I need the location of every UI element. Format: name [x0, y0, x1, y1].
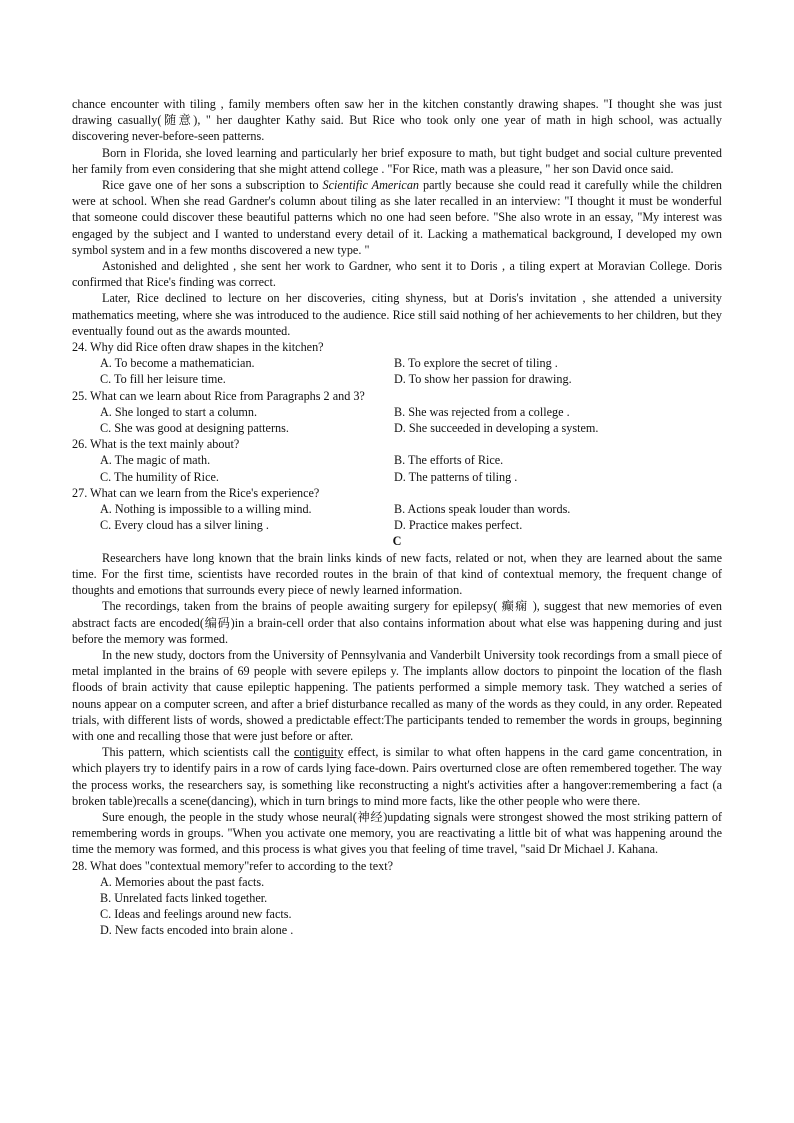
option-d: D. New facts encoded into brain alone . [100, 923, 294, 938]
question-stem: 24. Why did Rice often draw shapes in the kitchen? [72, 340, 324, 355]
passage-b-paragraph-4: Astonished and delighted , she sent her work to Gardner, who sent it to Doris , a tiling expert at Moravian College. Doris confirmed that Rice's finding was correct. [72, 259, 722, 290]
option-a: A. Nothing is impossible to a willing mind. [100, 502, 312, 517]
question-24 [72, 339, 722, 388]
option-d: D. She succeeded in developing a system. [394, 421, 599, 436]
question-stem: 25. What can we learn about Rice from Paragraphs 2 and 3? [72, 388, 365, 403]
option-a: A. She longed to start a column. [100, 404, 258, 419]
option-b: B. To explore the secret of tiling . [394, 356, 558, 371]
passage-c-paragraph-1: Researchers have long known that the brain links kinds of new facts, related or not, when they are learned about the same time. For the first time, scientists have recorded routes in the brain of that kind of contextual memory, the frequent change of thoughts and emotions that surrounds every piece of newly learned information. [72, 550, 722, 598]
option-b: B. Unrelated facts linked together. [100, 890, 268, 905]
section-c-heading: C [392, 534, 402, 549]
option-a: A. Memories about the past facts. [100, 874, 265, 889]
passage-c-paragraph-4 [72, 744, 722, 809]
option-c: C. Every cloud has a silver lining . [100, 518, 269, 533]
paragraph-text: effect, is similar to what often happens in the card game concentration, in which players try to identify pairs in a row of cards lying face-down. Pairs overturned close are often remembered together. The way the process works, the researchers say, is something like reconstructing a night's activities after a hangover:remembering a fact (a broken table)recalls a scene(dancing), which in turn brings to mind more facts, like the other people who were there. [72, 745, 722, 808]
option-b: B. She was rejected from a college . [394, 404, 570, 419]
option-d: D. Practice makes perfect. [394, 518, 523, 533]
exam-page [72, 96, 722, 939]
option-a: A. To become a mathematician. [100, 356, 255, 371]
passage-c-paragraph-2: The recordings, taken from the brains of people awaiting surgery for epilepsy( 癫痫 ), suggest that new memories of even abstract facts are encoded(编码)in a brain-cell order that also contains information about what else was happening during and just before the memory was formed. [72, 599, 722, 646]
question-27 [72, 485, 722, 534]
question-28 [72, 858, 722, 939]
passage-b-paragraph-1: chance encounter with tiling , family members often saw her in the kitchen constantly drawing shapes. "I thought she was just drawing casually(随意), " her daughter Kathy said. But Rice who took only one year of math in high school, was actually discovering never-before-seen patterns. [72, 97, 722, 144]
question-stem: 27. What can we learn from the Rice's experience? [72, 485, 320, 500]
question-26 [72, 436, 722, 485]
paragraph-text: This pattern, which scientists call the [102, 745, 294, 760]
passage-c-paragraph-3: In the new study, doctors from the University of Pennsylvania and Vanderbilt University took recordings from a small piece of metal implanted in the brains of 69 people with severe epileps y. The implants allow doctors to pinpoint the location of the flash floods of brain activity that cause epileptic happening. The patients performed a simple memory task. They watched a series of nouns appear on a computer screen, and after a brief disturbance recalled as many of the words as they could, in any order. Repeated trials, with different lists of words, showed a predictable effect:The participants tended to remember the words in groups, beginning with one and recalling those that were just before or after. [72, 647, 722, 743]
passage-b-paragraph-3 [72, 177, 722, 258]
question-stem: 28. What does "contextual memory"refer to according to the text? [72, 858, 394, 873]
option-c: C. She was good at designing patterns. [100, 421, 289, 436]
passage-b-paragraph-5: Later, Rice declined to lecture on her discoveries, citing shyness, but at Doris's invitation , she attended a university mathematics meeting, where she was introduced to the audience. Rice still said nothing of her achievements to her children, but they eventually found out as the awards mounted. [72, 291, 722, 338]
option-c: C. Ideas and feelings around new facts. [100, 907, 292, 922]
option-a: A. The magic of math. [100, 453, 211, 468]
underlined-word: contiguity [293, 745, 344, 760]
option-d: D. The patterns of tiling . [394, 469, 518, 484]
option-d: D. To show her passion for drawing. [394, 372, 572, 387]
paragraph-text: Rice gave one of her sons a subscription to [102, 178, 323, 193]
option-c: C. The humility of Rice. [100, 469, 219, 484]
paragraph-text: partly because she could read it carefully while the children were at school. When she read Gardner's column about tiling as she later recalled in an interview: "I thought it must be wonderful that someone could discover these beautiful patterns which no one had seen before. "She also wrote in an essay, "My interest was engaged by the subject and I wanted to understand every detail of it. Lacking a mathematical background, I developed my own symbol system and in a few months discovered a new type. " [72, 178, 723, 257]
option-c: C. To fill her leisure time. [100, 372, 226, 387]
question-stem: 26. What is the text mainly about? [72, 437, 240, 452]
question-25 [72, 388, 722, 437]
option-b: B. The efforts of Rice. [394, 453, 504, 468]
magazine-title: Scientific American [322, 178, 420, 193]
passage-b-paragraph-2: Born in Florida, she loved learning and particularly her brief exposure to math, but tight budget and social culture prevented her family from even considering that she might attend college . "For Rice, math was a pleasure, " her son David once said. [72, 145, 722, 176]
passage-c-paragraph-5: Sure enough, the people in the study whose neural(神经)updating signals were strongest showed the most striking pattern of remembering words in groups. "When you activate one memory, you are reactivating a little bit of what was happening around the time the memory was formed, and this process is what gives you that feeling of time travel, "said Dr Michael J. Kahana. [72, 809, 722, 857]
option-b: B. Actions speak louder than words. [394, 502, 571, 517]
